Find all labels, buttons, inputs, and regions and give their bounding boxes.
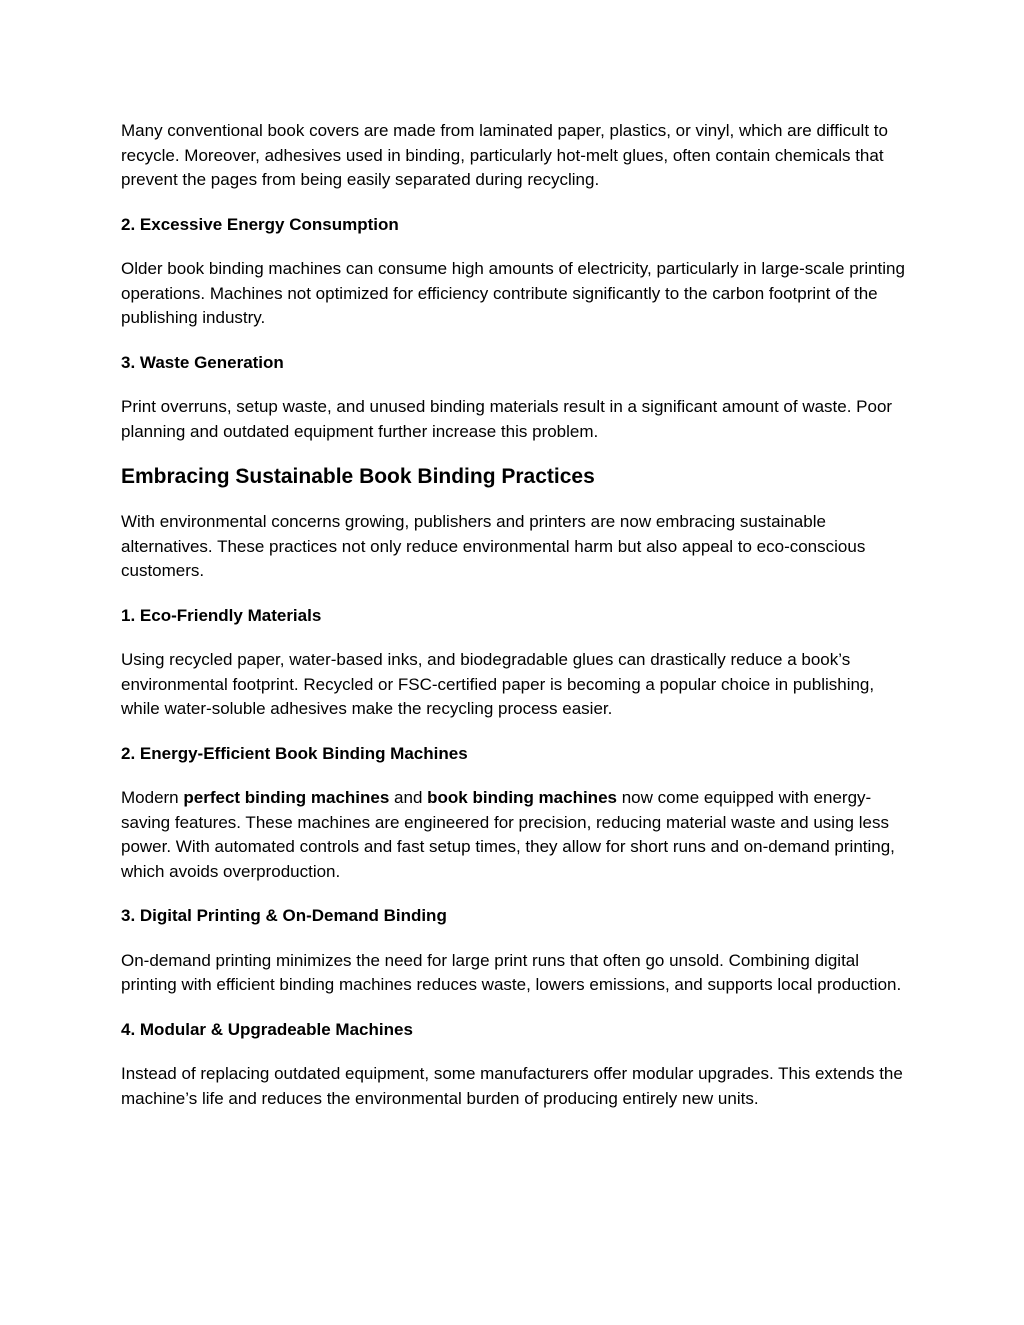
bold-book-binding-machines: book binding machines (427, 788, 617, 807)
heading-energy-consumption: 2. Excessive Energy Consumption (121, 214, 399, 234)
section-title: Embracing Sustainable Book Binding Practices (121, 465, 595, 488)
paragraph-eco-friendly-materials: Using recycled paper, water-based inks, and biodegradable glues can drastically reduce a book’s environmental footprint. Recycled or FSC-certified paper is becoming a popular choice in publishing, while water-soluble adhesives make the recycling process easier. (121, 650, 875, 718)
paragraph-energy-consumption: Older book binding machines can consume high amounts of electricity, particularly in large-scale printing operations. Machines not optimized for efficiency contribute significantly to the carbon footprint of the publishing industry. (121, 259, 905, 327)
text-segment: Modern (121, 788, 184, 807)
intro-paragraph: Many conventional book covers are made from laminated paper, plastics, or vinyl, which are difficult to recycle. Moreover, adhesives used in binding, particularly hot-melt glues, often contain chemicals that prevent the pages from being easily separated during recycling. (121, 121, 888, 189)
heading-modular-machines: 4. Modular & Upgradeable Machines (121, 1019, 413, 1039)
paragraph-energy-efficient-machines (121, 786, 914, 884)
heading-eco-friendly-materials: 1. Eco-Friendly Materials (121, 605, 322, 625)
heading-digital-printing: 3. Digital Printing & On-Demand Binding (121, 906, 447, 925)
paragraph-waste-generation: Print overruns, setup waste, and unused binding materials result in a significant amount of waste. Poor planning and outdated equipment further increase this problem. (121, 397, 893, 441)
heading-energy-efficient-machines: 2. Energy-Efficient Book Binding Machines (121, 743, 468, 763)
heading-waste-generation: 3. Waste Generation (121, 352, 284, 372)
section-intro: With environmental concerns growing, publishers and printers are now embracing sustainable alternatives. These practices not only reduce environmental harm but also appeal to eco-conscious customers. (121, 512, 866, 580)
bold-perfect-binding-machines: perfect binding machines (183, 788, 390, 807)
text-segment: now come equipped with energy-saving features. These machines are engineered for precision, reducing material waste and using less power. With automated controls and fast setup times, they allow for short runs and on-demand printing, which avoids overproduction. (121, 788, 895, 881)
text-segment: and (389, 788, 428, 807)
paragraph-digital-printing: On-demand printing minimizes the need for large print runs that often go unsold. Combining digital printing with efficient binding machines reduces waste, lowers emissions, and supports local production. (121, 950, 902, 994)
paragraph-modular-machines: Instead of replacing outdated equipment, some manufacturers offer modular upgrades. This extends the machine’s life and reduces the environmental burden of producing entirely new units. (121, 1064, 903, 1108)
